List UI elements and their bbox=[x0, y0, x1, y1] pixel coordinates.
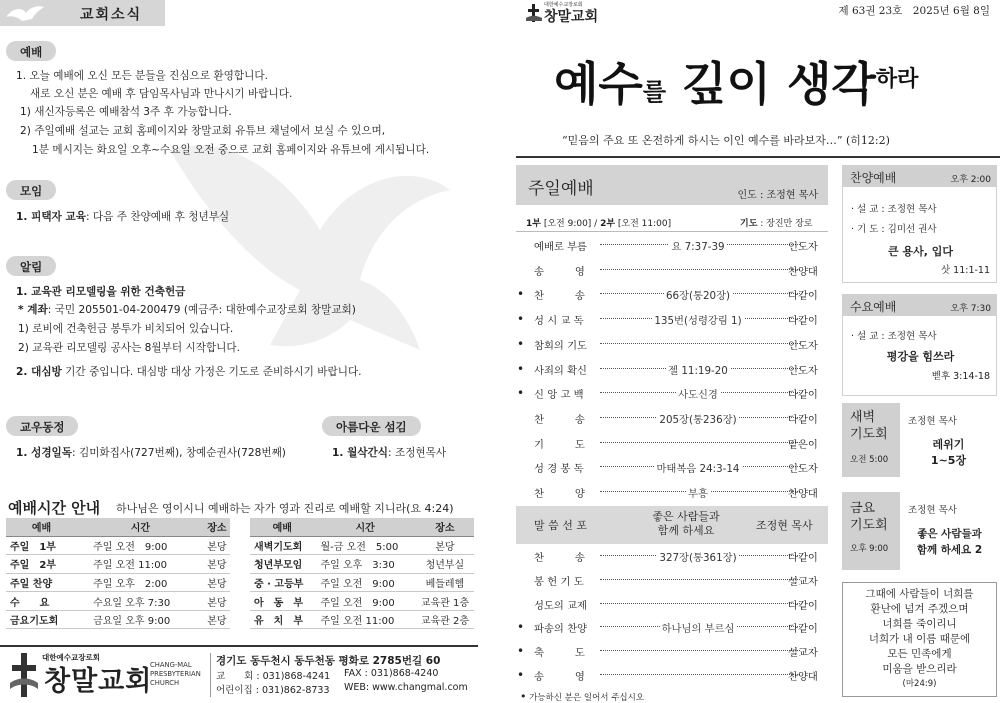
footer-kinder: 어린이집 : 031)862-8733 bbox=[216, 685, 330, 696]
footer bbox=[0, 645, 478, 703]
table-row: 금요기도회 금요일 오후 9:00 본당 bbox=[6, 610, 230, 629]
issue-info: 제 63권 23호 2025년 6월 8일 bbox=[838, 5, 990, 17]
standing-bullet-icon: • bbox=[517, 644, 525, 659]
footer-phone: 교 회 : 031)868-4241 bbox=[216, 671, 331, 682]
order-who: 설교자 bbox=[788, 647, 818, 660]
order-label: 신 앙 고 백 bbox=[534, 389, 584, 402]
divider bbox=[210, 653, 211, 697]
order-item bbox=[516, 337, 828, 355]
leader-dots bbox=[600, 579, 800, 580]
schedule-table-right bbox=[250, 518, 474, 629]
order-label: 기 도 bbox=[534, 438, 585, 451]
order-label: 성 경 봉 독 bbox=[534, 463, 584, 476]
theme-verse: “믿음의 주요 또 온전하게 하시는 이인 예수를 바라보자…” (히12:2) bbox=[562, 134, 890, 147]
section-header bbox=[0, 0, 165, 26]
members-pill: 교우동정 bbox=[6, 416, 78, 436]
order-detail: 135번(성령강림 1) bbox=[654, 315, 742, 328]
order-who: 다같이 bbox=[788, 389, 818, 402]
order-detail: 마태복음 24:3-14 bbox=[656, 463, 740, 476]
order-detail: 66장(통20장) bbox=[665, 290, 731, 303]
worship-pill: 예배 bbox=[6, 41, 56, 61]
order-who: 다같이 bbox=[788, 623, 818, 636]
section-title: 교회소식 bbox=[80, 7, 143, 23]
standing-bullet-icon: • bbox=[517, 287, 525, 302]
wednesday-service-box: 수요예배 오후 7:30 · 설 교 : 조정현 목사 평강을 힘쓰라 벧후 3:14-18 bbox=[842, 294, 997, 396]
leader-dots bbox=[600, 343, 800, 344]
order-detail: 327장(통361장) bbox=[659, 552, 737, 564]
notice-line-2: * 계좌: 국민 205501-04-200479 (예금주: 대한예수교장로회 창말교회) bbox=[18, 304, 356, 316]
dawn-prayer-box: 새벽 기도회 오전 5:00 조정현 목사 레위기 1~5장 bbox=[842, 403, 997, 477]
order-item bbox=[516, 549, 828, 567]
standing-bullet-icon: • bbox=[517, 386, 525, 401]
order-detail: 젤 11:19-20 bbox=[668, 364, 728, 377]
order-page bbox=[512, 0, 1000, 703]
friday-prayer-box: 금요 기도회 오후 9:00 조정현 목사 좋은 사람들과 함께 하세요 2 bbox=[842, 492, 997, 570]
standing-bullet-icon: • bbox=[517, 620, 525, 635]
col-place: 장소 bbox=[416, 518, 474, 536]
leader-dots bbox=[600, 603, 800, 604]
order-label: 찬 송 bbox=[534, 413, 585, 426]
table-row: 청년부모임 주일 오후 3:30 청년부실 bbox=[250, 555, 474, 574]
order-who: 찬양대 bbox=[788, 265, 818, 278]
order-who: 인도자 bbox=[788, 463, 818, 476]
order-who: 다같이 bbox=[788, 315, 818, 328]
worship-line-5: 1분 메시지는 화요일 오후~수요일 오전 중으로 교회 홈페이지와 유튜브에 게시됩니다. bbox=[32, 144, 430, 156]
col-place: 장소 bbox=[204, 518, 230, 536]
order-item bbox=[516, 238, 828, 256]
worship-line-4: 2) 주일예배 설교는 교회 홈페이지와 창말교회 유튜브 채널에서 보실 수 있으며, bbox=[20, 125, 386, 137]
order-detail: 부흥 bbox=[688, 488, 708, 500]
order-who: 다같이 bbox=[788, 413, 818, 426]
footnote: • 가능하신 분은 일어서 주십시오 bbox=[520, 690, 645, 703]
footer-denomination: 대한예수교장로회 bbox=[42, 653, 100, 662]
order-who: 다같이 bbox=[788, 599, 818, 612]
footer-fax: FAX : 031)868-4240 bbox=[344, 668, 439, 679]
standing-bullet-icon: • bbox=[517, 361, 525, 376]
standing-bullet-icon: • bbox=[517, 668, 525, 682]
order-item bbox=[516, 573, 828, 591]
order-who: 다같이 bbox=[788, 552, 818, 564]
standing-bullet-icon: • bbox=[517, 336, 525, 351]
schedule-table-left bbox=[6, 518, 230, 629]
col-worship: 예배 bbox=[6, 518, 77, 536]
dove-logo-icon bbox=[4, 3, 46, 23]
order-item bbox=[516, 312, 828, 330]
weekly-verse-box: 그때에 사람들이 너희를 환난에 넘겨 주겠으며 너희를 죽이리니 너희가 내 이름 때문에 모든 민족에게 미움을 받으리라 (마24:9) bbox=[842, 582, 997, 697]
order-label: 성 시 교 독 bbox=[534, 315, 584, 328]
worship-line-3: 1) 새신자등록은 예배참석 3주 후 가능합니다. bbox=[20, 106, 232, 118]
col-time: 시간 bbox=[77, 518, 204, 536]
leader-dots bbox=[600, 442, 800, 443]
sunday-service-header bbox=[516, 165, 828, 205]
order-item bbox=[516, 460, 828, 478]
beautiful-pill: 아름다운 섬김 bbox=[322, 416, 421, 436]
members-line: 1. 성경일독: 김미화집사(727번째), 창예순권사(728번째) bbox=[16, 447, 286, 459]
order-item bbox=[516, 485, 828, 503]
leader-dots bbox=[600, 674, 800, 675]
bulletin-title: 예수를 깊이 생각하라 bbox=[554, 57, 919, 111]
table-row: 유 치 부 주일 오전 11:00 교육관 2층 bbox=[250, 610, 474, 629]
meeting-line: 1. 피택자 교육: 다음 주 찬양예배 후 청년부실 bbox=[16, 211, 230, 223]
table-row: 주일 1부 주일 오전 9:00 본당 bbox=[6, 536, 230, 555]
order-who: 인도자 bbox=[788, 339, 818, 352]
service-times: 1부 [오전 9:00] / 2부 [오전 11:00] 기도 : 장진만 장로 bbox=[516, 212, 828, 232]
footer-church-name: 창말교회 bbox=[44, 666, 153, 697]
order-label: 파송의 찬양 bbox=[534, 623, 588, 636]
order-who: 설교자 bbox=[788, 575, 818, 588]
order-item bbox=[516, 386, 828, 404]
church-logo-icon bbox=[526, 4, 542, 22]
order-item bbox=[516, 620, 828, 638]
service-leader: 인도 : 조정현 목사 bbox=[737, 190, 818, 201]
notice-pill: 알림 bbox=[6, 256, 56, 276]
order-label: 찬 양 bbox=[534, 488, 585, 500]
header-denomination: 대한예수교장로회 bbox=[544, 2, 583, 8]
church-logo-icon bbox=[10, 653, 38, 697]
schedule-verse: 하나님은 영이시니 예배하는 자가 영과 진리로 예배할 지니라(요 4:24) bbox=[116, 502, 454, 515]
order-label: 봉 헌 기 도 bbox=[534, 575, 584, 588]
order-who: 찬양대 bbox=[788, 488, 818, 500]
order-label: 축 도 bbox=[534, 647, 585, 660]
order-who: 맡은이 bbox=[788, 438, 818, 451]
worship-line-2: 새로 오신 분은 예배 후 담임목사님과 만나시기 바랍니다. bbox=[30, 88, 293, 100]
leader-dots bbox=[600, 269, 800, 270]
order-detail: 하나님의 부르심 bbox=[661, 623, 735, 636]
footer-address: 경기도 동두천시 동두천동 평화로 2785번길 60 bbox=[216, 655, 441, 667]
notice-line-4: 2) 교육관 리모델링 공사는 8월부터 시작합니다. bbox=[18, 342, 241, 354]
order-label: 송 영 bbox=[534, 265, 585, 278]
order-item bbox=[516, 263, 828, 281]
notice-line-3: 1) 로비에 건축헌금 봉투가 비치되어 있습니다. bbox=[18, 323, 234, 335]
col-time: 시간 bbox=[314, 518, 415, 536]
meeting-pill: 모임 bbox=[6, 180, 56, 200]
table-row: 아 동 부 주일 오전 9:00 교육관 1층 bbox=[250, 592, 474, 611]
order-who: 다같이 bbox=[788, 290, 818, 303]
order-who: 찬양대 bbox=[788, 671, 818, 683]
order-who: 인도자 bbox=[788, 241, 818, 253]
header-church-name: 창말교회 bbox=[544, 9, 599, 25]
footer-eng-name: CHANG-MAL PRESBYTERIAN CHURCH bbox=[150, 661, 201, 687]
order-label: 성도의 교제 bbox=[534, 599, 588, 612]
order-label: 참회의 기도 bbox=[534, 339, 588, 352]
table-row: 주일 2부 주일 오전 11:00 본당 bbox=[6, 555, 230, 574]
order-who: 인도자 bbox=[788, 364, 818, 377]
order-label: 사죄의 확신 bbox=[534, 364, 588, 377]
order-item bbox=[516, 362, 828, 380]
order-label: 송 영 bbox=[534, 671, 585, 683]
beautiful-line: 1. 월삭간식: 조정현목사 bbox=[332, 447, 447, 459]
order-item bbox=[516, 644, 828, 662]
order-item bbox=[516, 668, 828, 686]
notice-line-5: 2. 대심방 기간 중입니다. 대심방 대상 가정은 기도로 준비하시기 바랍니다. bbox=[16, 366, 362, 378]
order-label: 찬 송 bbox=[534, 290, 585, 303]
table-row: 중 · 고등부 주일 오전 9:00 베들레헴 bbox=[250, 573, 474, 592]
schedule-title: 예배시간 안내 bbox=[8, 499, 101, 517]
sermon-row: 말 씀 선 포 좋은 사람들과 함께 하세요 조정현 목사 bbox=[516, 506, 828, 544]
table-row: 새벽기도회 월-금 오전 5:00 본당 bbox=[250, 536, 474, 555]
standing-bullet-icon: • bbox=[517, 312, 525, 327]
order-detail: 요 7:37-39 bbox=[671, 241, 725, 253]
order-item bbox=[516, 287, 828, 305]
order-detail: 205장(통236장) bbox=[659, 413, 737, 426]
service-title: 주일예배 bbox=[528, 179, 594, 199]
footer-web[interactable]: WEB: www.changmal.com bbox=[344, 682, 468, 693]
order-item bbox=[516, 411, 828, 429]
order-item bbox=[516, 597, 828, 615]
order-label: 찬 송 bbox=[534, 552, 585, 564]
table-row: 수 요 수요일 오후 7:30 본당 bbox=[6, 592, 230, 611]
col-worship: 예배 bbox=[250, 518, 314, 536]
order-item bbox=[516, 436, 828, 454]
order-detail: 사도신경 bbox=[678, 389, 718, 402]
news-page bbox=[0, 0, 478, 703]
worship-line-1: 1. 오늘 예배에 오신 모든 분들을 진심으로 환영합니다. bbox=[16, 70, 268, 82]
praise-service-box: 찬양예배 오후 2:00 · 설 교 : 조정현 목사 · 기 도 : 김미선 권사 큰 용사, 입다 삿 11:1-11 bbox=[842, 165, 997, 283]
table-row: 주일 찬양 주일 오후 2:00 본당 bbox=[6, 573, 230, 592]
order-label: 예배로 부름 bbox=[534, 241, 588, 253]
notice-line-1: 1. 교육관 리모델링을 위한 건축헌금 bbox=[16, 286, 186, 298]
divider bbox=[516, 156, 1000, 158]
leader-dots bbox=[600, 650, 800, 651]
